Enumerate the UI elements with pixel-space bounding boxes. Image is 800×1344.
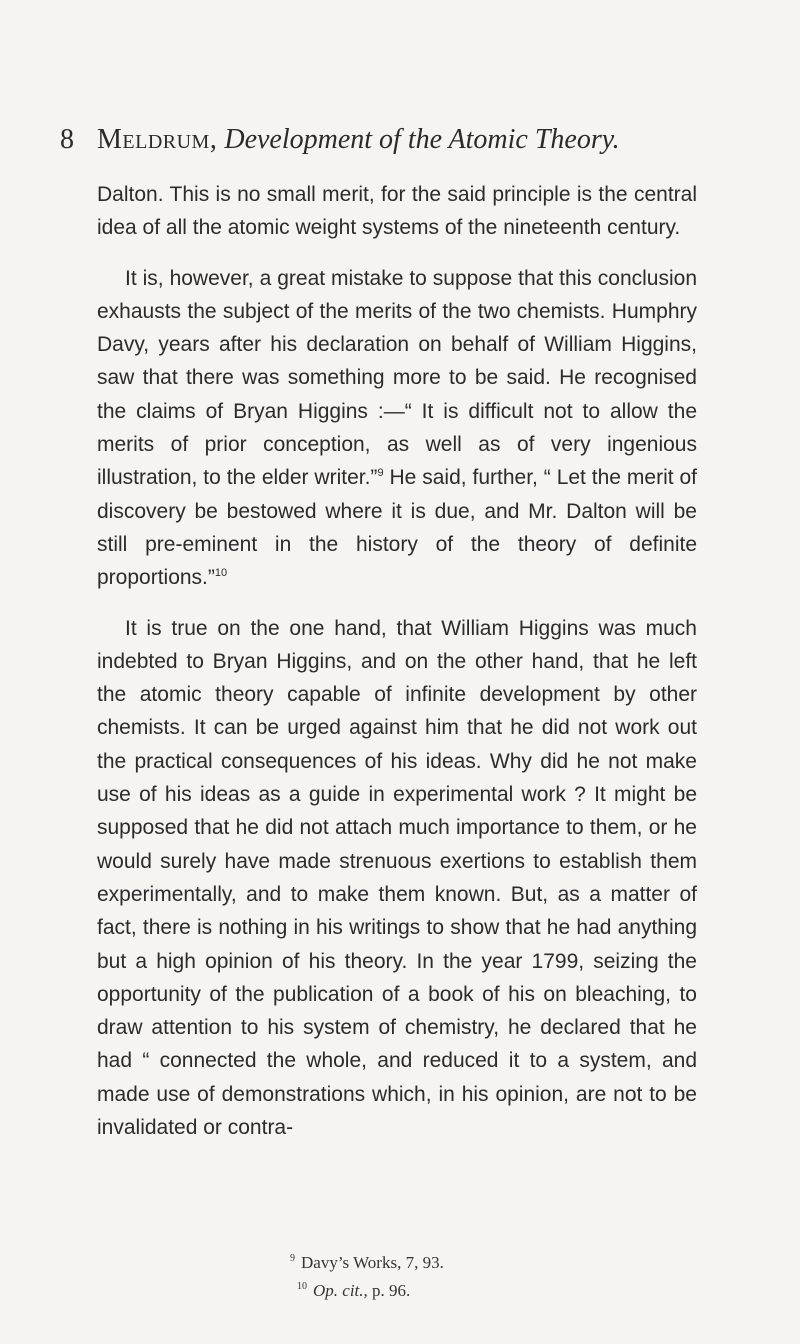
paragraph-1: Dalton. This is no small merit, for the said principle is the central idea of all the atomic weight systems of the nineteenth century. [97, 183, 697, 240]
footnote-ref-9: 9 [377, 467, 384, 480]
footnote-mark: 10 [297, 1281, 307, 1293]
footnote-10 [297, 1276, 410, 1306]
footnote-mark: 9 [290, 1253, 295, 1265]
header-author: Meldrum, [97, 124, 218, 155]
footnote-9 [290, 1248, 444, 1278]
page-number: 8 [60, 124, 74, 155]
running-header [60, 124, 760, 156]
footnote-text: Davy’s Works, 7, 93. [301, 1253, 444, 1272]
body-text [97, 178, 697, 1144]
paragraph-2 [97, 262, 697, 595]
footnote-ref-10: 10 [214, 567, 228, 580]
footnote-text: p. 96. [367, 1281, 411, 1300]
paragraph-2-part-a: It is, however, a great mistake to suppose that this conclusion exhausts the subject of the merits of the two chemists. Humphry Davy, years after his declaration on behalf of William Higgins, saw that there was something more to be said. He recognised the claims of Bryan Higgins :—“ It is difficult not to allow the merits of prior conception, as well as of very ingenious illustration, to the elder writer.” [97, 266, 697, 490]
paragraph-3: It is true on the one hand, that William Higgins was much indebted to Bryan Higgins, and on the other hand, that he left the atomic theory capable of infinite development by other chemists. It can be urged against him that he did not work out the practical consequences of his ideas. Why did he not make use of his ideas as a guide in experimental work ? It might be supposed that he did not attach much importance to them, or he would surely have made strenuous exertions to establish them experimentally, and to make them known. But, as a matter of fact, there is nothing in his writings to show that he had anything but a high opinion of his theory. In the year 1799, seizing the opportunity of the publication of a book of his on bleaching, to draw attention to his system of chemistry, he declared that he had “ connected the whole, and reduced it to a system, and made use of demonstrations which, in his opinion, are not to be invalidated or contra- [97, 616, 697, 1140]
header-title: Development of the Atomic Theory. [224, 124, 620, 155]
paragraph-2-part-b: He said, further, “ Let the merit of discovery be bestowed where it is due, and Mr. Dalton will be still pre-eminent in the history of the theory of definite proportions.” [97, 466, 697, 590]
footnote-italic: Op. cit., [313, 1281, 368, 1300]
